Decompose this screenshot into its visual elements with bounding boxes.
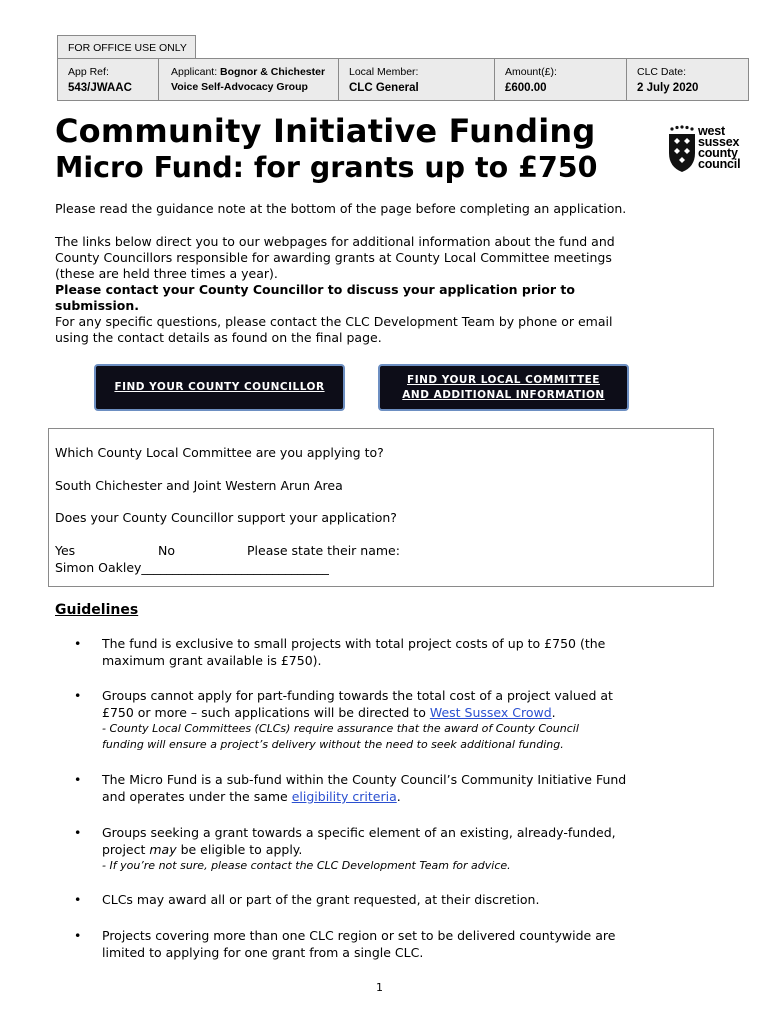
guideline-2-note-1: - County Local Committees (CLCs) require assurance that the award of County Council (102, 722, 579, 735)
support-yes-option[interactable]: Yes (55, 543, 76, 558)
guideline-item-2 (102, 687, 613, 753)
applicant-name-line1: Bognor & Chichester (220, 66, 326, 78)
links-line-2: County Councillors responsible for awarding grants at County Local Committee meetings (55, 250, 612, 265)
find-county-councillor-button[interactable] (94, 364, 345, 411)
guideline-item-3 (102, 771, 626, 805)
guideline-2-line-2 (102, 704, 613, 721)
find-councillor-label: FIND YOUR COUNTY COUNCILLOR (114, 381, 325, 393)
guidance-note: Please read the guidance note at the bottom of the page before completing an application. (55, 201, 627, 216)
west-sussex-crowd-link[interactable]: West Sussex Crowd (429, 705, 552, 720)
support-question: Does your County Councillor support your application? (55, 510, 397, 525)
guideline-6-line-1: Projects covering more than one CLC region or set to be delivered countywide are (102, 928, 616, 943)
bullet-marker: • (74, 892, 82, 907)
local-member-cell (339, 59, 495, 100)
questions-line-1: For any specific questions, please contact the CLC Development Team by phone or email (55, 314, 613, 329)
find-committee-label-2: AND ADDITIONAL INFORMATION (402, 388, 605, 401)
local-member-label: Local Member: (349, 66, 419, 78)
guideline-2-text: £750 or more – such applications will be directed to (102, 705, 430, 720)
app-ref-value: 543/JWAAC (68, 82, 132, 94)
guideline-3-line-1: The Micro Fund is a sub-fund within the County Council’s Community Initiative Fund (102, 772, 627, 787)
guideline-4-line-1: Groups seeking a grant towards a specific element of an existing, already-funded, (102, 825, 616, 840)
bullet-marker: • (74, 688, 82, 703)
committee-question: Which County Local Committee are you applying to? (55, 445, 384, 460)
wscc-logo (667, 125, 749, 175)
guideline-1-line-1: The fund is exclusive to small projects with total project costs of up to £750 (the (102, 636, 606, 651)
guideline-3-text: and operates under the same (102, 789, 292, 804)
guideline-item-4 (102, 824, 616, 874)
contact-councillor-line-2: submission. (55, 298, 139, 313)
links-line-3: (these are held three times a year). (55, 266, 278, 281)
councillor-name-field[interactable]: Simon Oakley______________________________ (55, 560, 329, 575)
applicant-label-text: Applicant: (171, 66, 218, 78)
amount-label: Amount(£): (505, 66, 557, 78)
find-local-committee-button[interactable] (378, 364, 629, 411)
guideline-2-note-2: funding will ensure a project’s delivery without the need to seek additional funding. (102, 738, 564, 751)
guideline-item-6 (102, 927, 615, 961)
clc-date-value: 2 July 2020 (637, 82, 699, 94)
bullet-marker: • (74, 636, 82, 651)
logo-line-4: council (698, 157, 741, 171)
guideline-4-emphasis: may (149, 842, 177, 857)
guideline-4-text-post: be eligible to apply. (176, 842, 303, 857)
page-number: 1 (376, 981, 383, 994)
guideline-3-period: . (396, 789, 401, 804)
amount-value: £600.00 (505, 82, 547, 94)
logo-wordmark (698, 126, 740, 170)
councillor-name-prompt: Please state their name: (247, 543, 400, 558)
find-committee-label-1: FIND YOUR LOCAL COMMITTEE (407, 373, 600, 386)
applicant-label (171, 65, 338, 79)
logo-line-1: west (698, 124, 725, 138)
page-subtitle: Micro Fund: for grants up to £750 (55, 151, 598, 184)
contact-councillor-line-1: Please contact your County Councillor to discuss your application prior to (55, 282, 575, 297)
amount-cell (495, 59, 627, 100)
links-line-1: The links below direct you to our webpages for additional information about the fund and (55, 234, 615, 249)
guideline-6-line-2: limited to applying for one grant from a single CLC. (102, 945, 424, 960)
clc-date-cell (627, 59, 748, 100)
guideline-item-1 (102, 635, 605, 669)
guideline-5-line-1: CLCs may award all or part of the grant requested, at their discretion. (102, 892, 540, 907)
support-no-option[interactable]: No (158, 543, 175, 558)
eligibility-criteria-link[interactable]: eligibility criteria (291, 789, 397, 804)
page-title: Community Initiative Funding (55, 112, 596, 150)
guideline-1-line-2: maximum grant available is £750). (102, 653, 322, 668)
bullet-marker: • (74, 928, 82, 943)
app-ref-label: App Ref: (68, 66, 109, 78)
applicant-cell (159, 59, 339, 100)
committee-answer[interactable]: South Chichester and Joint Western Arun Area (55, 478, 343, 493)
clc-date-label: CLC Date: (637, 66, 687, 78)
bullet-marker: • (74, 772, 82, 787)
guideline-3-line-2 (102, 788, 626, 805)
bullet-marker: • (74, 825, 82, 840)
links-paragraph (55, 234, 615, 346)
questions-line-2: using the contact details as found on the final page. (55, 330, 382, 345)
logo-line-2: sussex (698, 135, 740, 149)
guideline-4-line-2 (102, 841, 616, 858)
applicant-name-line2: Voice Self-Advocacy Group (171, 81, 308, 93)
guideline-2-period: . (551, 705, 556, 720)
guideline-item-5 (102, 891, 539, 908)
guideline-2-line-1: Groups cannot apply for part-funding towards the total cost of a project valued at (102, 688, 613, 703)
local-member-value: CLC General (349, 82, 419, 94)
guidelines-heading: Guidelines (55, 602, 139, 618)
office-use-table (57, 58, 749, 101)
county-crest-icon (667, 125, 697, 173)
logo-line-3: county (698, 146, 738, 160)
office-use-tab: FOR OFFICE USE ONLY (57, 35, 196, 59)
guideline-4-text-pre: project (102, 842, 150, 857)
guideline-4-note: - If you’re not sure, please contact the CLC Development Team for advice. (102, 859, 511, 872)
app-ref-cell (58, 59, 159, 100)
